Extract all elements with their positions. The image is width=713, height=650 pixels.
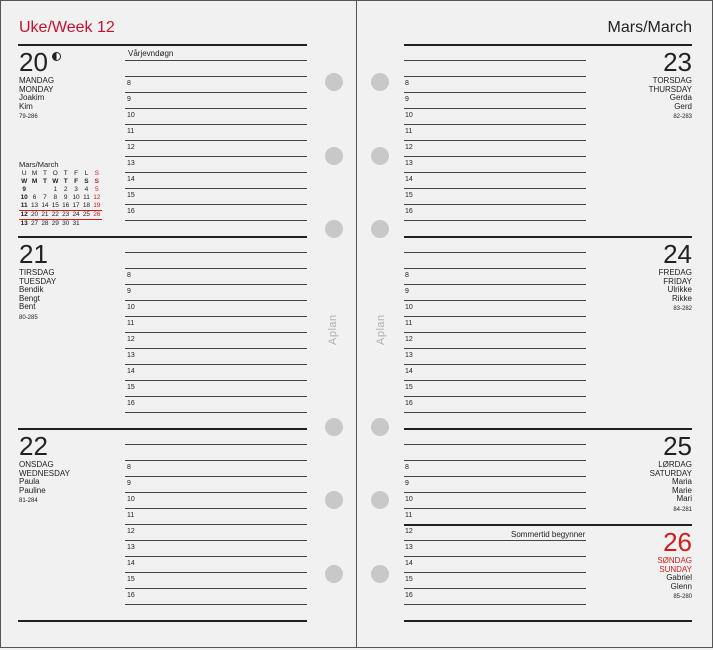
ruled-line bbox=[404, 540, 586, 541]
ruled-line bbox=[404, 300, 586, 301]
day-24-block bbox=[659, 241, 692, 314]
cal-head: M bbox=[31, 170, 38, 177]
hour-label: 12 bbox=[127, 528, 135, 535]
hour-label: 8 bbox=[405, 464, 409, 471]
cal-day: 8 bbox=[53, 194, 58, 201]
ruled-line bbox=[404, 204, 586, 205]
day-23-name-no: TORSDAG bbox=[652, 76, 692, 85]
ruled-line bbox=[125, 540, 307, 541]
ruled-line bbox=[404, 476, 586, 477]
day-22-code: 81-284 bbox=[19, 498, 38, 504]
day-26-nameday: Glenn bbox=[670, 581, 692, 591]
month-header: Mars/March bbox=[607, 19, 692, 36]
day-25-block bbox=[650, 433, 692, 514]
brand-logo-left: Aplan bbox=[327, 314, 339, 345]
cal-head: S bbox=[94, 170, 99, 177]
calendar-head-row bbox=[19, 178, 102, 186]
ruled-line bbox=[404, 364, 586, 365]
cal-week: 11 bbox=[20, 202, 28, 209]
hour-label: 16 bbox=[127, 208, 135, 215]
cal-day: 25 bbox=[82, 211, 91, 218]
day-22-number: 22 bbox=[19, 431, 48, 461]
day-21-name-no: TIRSDAG bbox=[19, 268, 55, 277]
cal-day bbox=[92, 220, 102, 229]
day-divider-line bbox=[404, 44, 692, 46]
cal-head: W bbox=[21, 178, 28, 185]
ruled-line bbox=[125, 76, 307, 77]
hour-label: 10 bbox=[127, 496, 135, 503]
cal-week: 10 bbox=[20, 194, 28, 201]
hour-label: 16 bbox=[405, 592, 413, 599]
hour-label: 11 bbox=[127, 128, 135, 135]
cal-day bbox=[29, 186, 39, 194]
hour-label: 9 bbox=[127, 480, 131, 487]
cal-day: 23 bbox=[62, 211, 70, 218]
hour-label: 9 bbox=[405, 96, 409, 103]
ruled-line bbox=[125, 380, 307, 381]
ruled-line bbox=[404, 572, 586, 573]
day-22-name-no: ONSDAG bbox=[19, 460, 54, 469]
ruled-line bbox=[125, 348, 307, 349]
day-26-name-en: SUNDAY bbox=[659, 564, 692, 574]
ruled-line bbox=[404, 332, 586, 333]
binder-hole-icon bbox=[325, 491, 343, 509]
cal-head: W bbox=[52, 178, 59, 185]
ruled-line bbox=[125, 508, 307, 509]
hour-label: 11 bbox=[127, 512, 135, 519]
day-26-code: 85-280 bbox=[673, 594, 692, 600]
day-26-name-no: SØNDAG bbox=[657, 556, 692, 565]
day-25-code: 84-281 bbox=[673, 506, 692, 513]
day-24-code: 83-282 bbox=[673, 306, 692, 312]
ruled-line bbox=[404, 220, 586, 221]
cal-head: L bbox=[84, 170, 89, 177]
cal-day: 11 bbox=[83, 194, 90, 201]
page-bottom-line bbox=[404, 620, 692, 622]
cal-day: 27 bbox=[30, 220, 39, 227]
day-24-nameday: Rikke bbox=[671, 293, 692, 303]
cal-head: T bbox=[42, 170, 47, 177]
hour-label: 13 bbox=[405, 544, 413, 551]
day-26-note: Sommertid begynner bbox=[511, 530, 586, 539]
cal-head: F bbox=[74, 170, 79, 177]
ruled-line bbox=[404, 380, 586, 381]
day-25-nameday: Maria bbox=[671, 477, 692, 486]
ruled-line bbox=[404, 268, 586, 269]
ruled-line bbox=[125, 412, 307, 413]
hour-label: 15 bbox=[127, 576, 135, 583]
cal-head: U bbox=[21, 170, 27, 177]
binder-hole-icon bbox=[325, 418, 343, 436]
hour-label: 16 bbox=[127, 592, 135, 599]
day-23-number: 23 bbox=[663, 47, 692, 77]
ruled-line bbox=[125, 172, 307, 173]
ruled-line bbox=[125, 492, 307, 493]
ruled-line bbox=[404, 76, 586, 77]
binder-hole-icon bbox=[371, 73, 389, 91]
day-divider-line bbox=[404, 428, 692, 430]
day-20-block bbox=[19, 49, 61, 122]
calendar-row bbox=[19, 194, 102, 202]
hour-label: 11 bbox=[405, 128, 413, 135]
hour-label: 8 bbox=[405, 272, 409, 279]
cal-day: 18 bbox=[82, 202, 91, 209]
day-26-nameday: Gabriel bbox=[666, 573, 692, 582]
hour-label: 9 bbox=[127, 288, 131, 295]
cal-day: 1 bbox=[53, 186, 58, 193]
cal-day: 5 bbox=[95, 186, 99, 193]
ruled-line bbox=[125, 220, 307, 221]
ruled-line bbox=[404, 108, 586, 109]
ruled-line bbox=[125, 332, 307, 333]
day-25-nameday: Marie bbox=[671, 485, 692, 495]
ruled-line bbox=[125, 188, 307, 189]
ruled-line bbox=[404, 252, 586, 253]
day-divider-line bbox=[18, 428, 307, 430]
cal-day: 29 bbox=[51, 220, 59, 227]
ruled-line bbox=[404, 172, 586, 173]
binder-hole-icon bbox=[325, 220, 343, 238]
ruled-line bbox=[404, 156, 586, 157]
day-22-name-en: WEDNESDAY bbox=[19, 468, 70, 478]
ruled-line bbox=[125, 300, 307, 301]
day-22-nameday: Pauline bbox=[19, 485, 46, 495]
day-20-nameday: Kim bbox=[19, 101, 33, 111]
day-22-nameday: Paula bbox=[19, 477, 40, 486]
week-header: Uke/Week 12 bbox=[19, 19, 115, 36]
ruled-line bbox=[125, 588, 307, 589]
binder-hole-icon bbox=[371, 220, 389, 238]
ruled-line bbox=[125, 396, 307, 397]
hour-label: 14 bbox=[127, 368, 135, 375]
hour-label: 9 bbox=[405, 480, 409, 487]
hour-label: 15 bbox=[127, 384, 135, 391]
ruled-line bbox=[125, 364, 307, 365]
day-21-nameday: Bengt bbox=[19, 293, 40, 303]
ruled-line bbox=[125, 108, 307, 109]
binder-hole-icon bbox=[371, 418, 389, 436]
hour-label: 13 bbox=[127, 352, 135, 359]
hour-label: 16 bbox=[405, 400, 413, 407]
day-22-block bbox=[19, 433, 70, 506]
day-26-block bbox=[657, 529, 692, 602]
cal-head: S bbox=[94, 178, 99, 185]
day-24-nameday: Ulrikke bbox=[667, 285, 692, 294]
hour-label: 10 bbox=[405, 112, 413, 119]
day-divider-line bbox=[404, 236, 692, 238]
ruled-line bbox=[125, 444, 307, 445]
cal-week: 13 bbox=[20, 220, 28, 227]
hour-label: 8 bbox=[127, 80, 131, 87]
day-25-nameday: Mari bbox=[676, 494, 692, 503]
ruled-line bbox=[404, 588, 586, 589]
ruled-line bbox=[125, 572, 307, 573]
cal-day: 16 bbox=[62, 202, 70, 209]
hour-label: 12 bbox=[127, 336, 135, 343]
day-24-number: 24 bbox=[663, 239, 692, 269]
hour-label: 16 bbox=[127, 400, 135, 407]
ruled-line bbox=[404, 316, 586, 317]
mini-calendar bbox=[19, 161, 102, 228]
hour-label: 9 bbox=[405, 288, 409, 295]
day-divider-line bbox=[404, 524, 692, 526]
ruled-line bbox=[125, 268, 307, 269]
binder-hole-icon bbox=[371, 565, 389, 583]
hour-label: 10 bbox=[127, 304, 135, 311]
cal-day: 28 bbox=[41, 220, 49, 227]
hour-label: 10 bbox=[405, 304, 413, 311]
day-20-note: Vårjevndøgn bbox=[128, 49, 174, 58]
brand-logo-right: Aplan bbox=[375, 314, 387, 345]
hour-label: 13 bbox=[405, 352, 413, 359]
ruled-line bbox=[404, 188, 586, 189]
binder-hole-icon bbox=[325, 73, 343, 91]
day-21-nameday: Bendik bbox=[19, 285, 44, 294]
hour-label: 13 bbox=[405, 160, 413, 167]
day-21-name-en: TUESDAY bbox=[19, 276, 57, 286]
calendar-row bbox=[19, 220, 102, 229]
hour-label: 11 bbox=[405, 320, 413, 327]
cal-day: 26 bbox=[93, 211, 101, 218]
ruled-line bbox=[125, 204, 307, 205]
ruled-line bbox=[125, 92, 307, 93]
mini-calendar-grid bbox=[19, 170, 102, 228]
binder-hole-icon bbox=[371, 491, 389, 509]
cal-day: 12 bbox=[93, 194, 101, 201]
ruled-line bbox=[125, 252, 307, 253]
hour-label: 12 bbox=[127, 144, 135, 151]
binder-hole-icon bbox=[325, 565, 343, 583]
cal-day bbox=[40, 186, 50, 194]
mini-calendar-title: Mars/March bbox=[19, 160, 59, 169]
ruled-line bbox=[404, 284, 586, 285]
cal-head: S bbox=[84, 178, 89, 185]
hour-label: 15 bbox=[127, 192, 135, 199]
cal-day: 15 bbox=[51, 202, 59, 209]
cal-day: 14 bbox=[41, 202, 49, 209]
hour-label: 15 bbox=[405, 576, 413, 583]
binder-hole-icon bbox=[325, 147, 343, 165]
left-page bbox=[0, 0, 357, 648]
ruled-line bbox=[125, 156, 307, 157]
cal-day: 20 bbox=[30, 211, 39, 218]
cal-day: 24 bbox=[72, 211, 80, 218]
cal-day: 7 bbox=[43, 194, 47, 201]
cal-day: 13 bbox=[30, 202, 39, 209]
cal-head: T bbox=[63, 178, 68, 185]
day-20-name-en: MONDAY bbox=[19, 84, 54, 94]
ruled-line bbox=[125, 524, 307, 525]
hour-label: 12 bbox=[405, 528, 413, 535]
hour-label: 14 bbox=[127, 560, 135, 567]
first-quarter-moon-icon bbox=[52, 52, 61, 61]
cal-day: 10 bbox=[72, 194, 80, 201]
binder-hole-icon bbox=[371, 147, 389, 165]
hour-label: 13 bbox=[127, 544, 135, 551]
cal-head: T bbox=[63, 170, 68, 177]
ruled-line bbox=[404, 92, 586, 93]
cal-day bbox=[81, 220, 91, 229]
cal-day: 21 bbox=[41, 211, 49, 218]
ruled-line bbox=[404, 508, 586, 509]
cal-day: 30 bbox=[62, 220, 70, 227]
cal-day: 6 bbox=[32, 194, 37, 201]
day-20-name-no: MANDAG bbox=[19, 76, 55, 85]
cal-week: 12 bbox=[20, 211, 28, 218]
ruled-line bbox=[404, 124, 586, 125]
cal-day: 19 bbox=[93, 202, 101, 209]
cal-week: 9 bbox=[22, 186, 26, 193]
hour-label: 15 bbox=[405, 384, 413, 391]
hour-label: 11 bbox=[405, 512, 413, 519]
hour-label: 10 bbox=[127, 112, 135, 119]
ruled-line bbox=[125, 460, 307, 461]
hour-label: 14 bbox=[127, 176, 135, 183]
ruled-line bbox=[125, 124, 307, 125]
hour-label: 8 bbox=[405, 80, 409, 87]
cal-day: 31 bbox=[72, 220, 80, 227]
day-divider-line bbox=[18, 44, 307, 46]
ruled-line bbox=[404, 412, 586, 413]
day-21-number: 21 bbox=[19, 239, 48, 269]
ruled-line bbox=[404, 460, 586, 461]
ruled-line bbox=[404, 60, 586, 61]
ruled-line bbox=[404, 140, 586, 141]
hour-label: 8 bbox=[127, 272, 131, 279]
cal-head: M bbox=[31, 178, 38, 185]
hour-label: 12 bbox=[405, 144, 413, 151]
ruled-line bbox=[125, 604, 307, 605]
day-20-number: 20 bbox=[19, 47, 48, 77]
day-25-name-no: LØRDAG bbox=[658, 460, 692, 469]
hour-label: 14 bbox=[405, 176, 413, 183]
hour-label: 16 bbox=[405, 208, 413, 215]
calendar-row bbox=[19, 186, 102, 194]
cal-day: 3 bbox=[74, 186, 78, 193]
ruled-line bbox=[125, 316, 307, 317]
day-26-number: 26 bbox=[663, 527, 692, 557]
ruled-line bbox=[125, 60, 307, 61]
ruled-line bbox=[404, 492, 586, 493]
cal-head: F bbox=[74, 178, 79, 185]
ruled-line bbox=[404, 604, 586, 605]
day-21-nameday: Bent bbox=[19, 302, 36, 311]
day-25-number: 25 bbox=[663, 431, 692, 461]
cal-day: 17 bbox=[72, 202, 80, 209]
ruled-line bbox=[125, 284, 307, 285]
cal-day: 22 bbox=[51, 211, 59, 218]
cal-day: 2 bbox=[63, 186, 68, 193]
calendar-head-row bbox=[19, 170, 102, 178]
hour-label: 8 bbox=[127, 464, 131, 471]
hour-label: 14 bbox=[405, 368, 413, 375]
cal-head: O bbox=[52, 170, 58, 177]
ruled-line bbox=[404, 348, 586, 349]
hour-label: 12 bbox=[405, 336, 413, 343]
calendar-row bbox=[19, 202, 102, 211]
day-25-name-en: SATURDAY bbox=[649, 468, 692, 478]
page-bottom-line bbox=[18, 620, 307, 622]
calendar-row-current bbox=[19, 211, 102, 220]
day-23-nameday: Gerd bbox=[674, 101, 692, 111]
ruled-line bbox=[125, 556, 307, 557]
ruled-line bbox=[404, 444, 586, 445]
day-23-name-en: THURSDAY bbox=[648, 84, 692, 94]
day-24-name-no: FREDAG bbox=[658, 268, 692, 277]
ruled-line bbox=[404, 556, 586, 557]
day-21-block bbox=[19, 241, 56, 322]
hour-label: 14 bbox=[405, 560, 413, 567]
hour-label: 13 bbox=[127, 160, 135, 167]
day-divider-line bbox=[18, 236, 307, 238]
day-20-code: 79-286 bbox=[19, 114, 38, 120]
hour-label: 15 bbox=[405, 192, 413, 199]
ruled-line bbox=[125, 140, 307, 141]
hour-label: 9 bbox=[127, 96, 131, 103]
day-24-name-en: FRIDAY bbox=[663, 276, 692, 286]
day-20-nameday: Joakim bbox=[19, 93, 45, 102]
day-23-nameday: Gerda bbox=[669, 93, 692, 102]
day-23-block bbox=[649, 49, 692, 122]
hour-label: 10 bbox=[405, 496, 413, 503]
hour-label: 11 bbox=[127, 320, 135, 327]
cal-day: 4 bbox=[84, 186, 89, 193]
ruled-line bbox=[404, 396, 586, 397]
ruled-line bbox=[125, 476, 307, 477]
cal-head: T bbox=[42, 178, 47, 185]
day-21-code: 80-285 bbox=[19, 314, 38, 321]
cal-day: 9 bbox=[63, 194, 68, 201]
day-23-code: 82-283 bbox=[673, 114, 692, 120]
